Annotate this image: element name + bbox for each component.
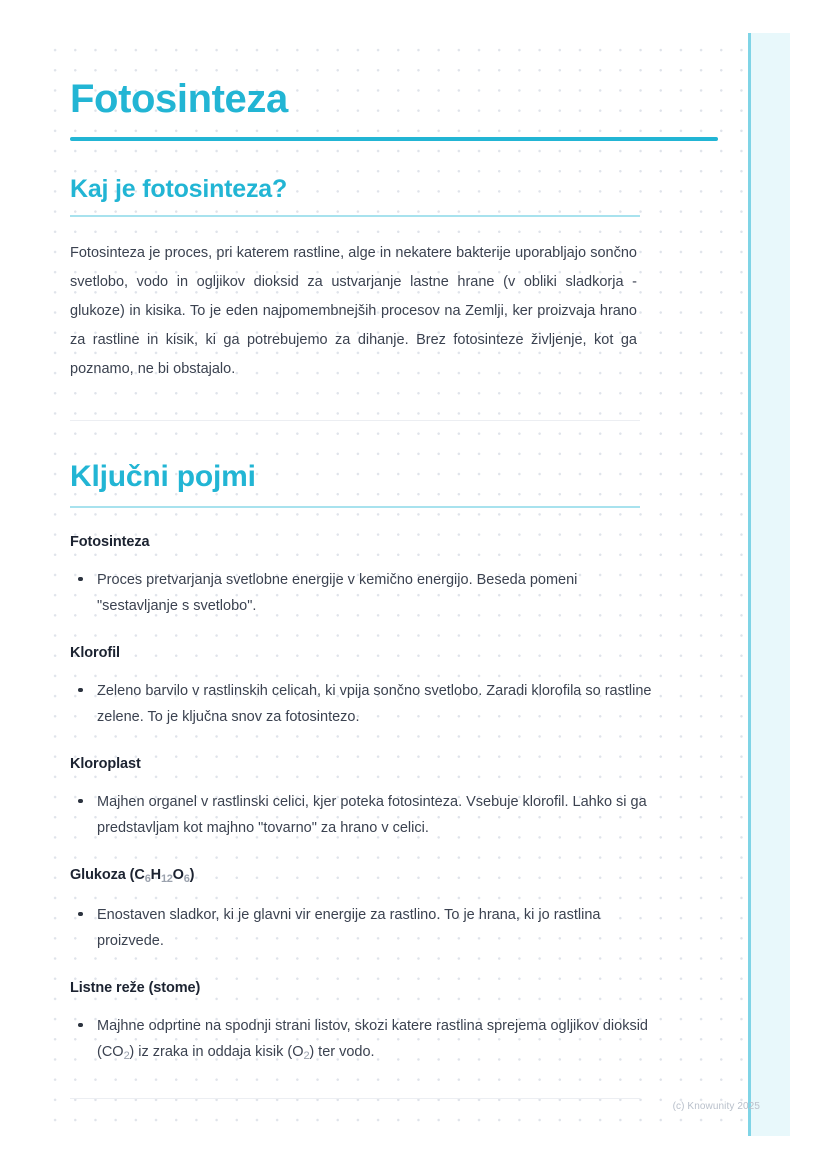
stomata-part-3: ) ter vodo. <box>309 1043 375 1060</box>
right-accent-strip <box>748 33 790 1136</box>
glucose-prefix: Glukoza (C <box>70 866 145 883</box>
term-name: Klorofil <box>70 644 120 661</box>
glucose-mid-h: H <box>150 866 161 883</box>
document-page <box>38 33 790 1136</box>
term-definition-text: Proces pretvarjanja svetlobne energije v kemično energijo. Beseda pomeni "sestavljanje s svetlobo". <box>97 571 578 614</box>
intro-paragraph: Fotosinteza je proces, pri katerem rastline, alge in nekatere bakterije uporabljajo sončno svetlobo, vodo in ogljikov dioksid za ustvarjanje lastne hrane (v obliki sladkorja - glukoze) in kisika. To je eden najpomembnejših procesov na Zemlji, ker proizvaja hrano za rastline in kisik, ki ga potrebujemo za dihanje. Brez fotosinteze življenje, kot ga poznamo, ne bi obstajalo. <box>70 244 637 377</box>
o2-subscript: 2 <box>303 1049 310 1062</box>
co2-subscript: 2 <box>123 1049 130 1062</box>
glucose-mid-o: O <box>172 866 184 883</box>
term-block <box>70 954 720 1069</box>
term-definition <box>70 661 657 730</box>
term-name: Listne reže (stome) <box>70 979 201 996</box>
term-definition <box>70 550 657 619</box>
bullet-dot-icon <box>78 688 83 693</box>
glucose-sub-12: 12 <box>160 872 173 885</box>
term-definition <box>70 996 657 1069</box>
key-terms-list <box>70 508 720 1069</box>
footer-divider <box>70 1098 640 1099</box>
section-heading-key-terms: Ključni pojmi <box>70 459 256 493</box>
bullet-dot-icon <box>78 912 83 917</box>
stomata-definition-text <box>97 1018 648 1060</box>
glucose-sub-6b: 6 <box>183 872 190 885</box>
footer-copyright: (c) Knowunity 2025 <box>672 1101 760 1112</box>
section-heading-what-is: Kaj je fotosinteza? <box>70 174 288 203</box>
bullet-dot-icon <box>78 577 83 582</box>
document-content <box>70 33 720 1136</box>
term-definition-text: Zeleno barvilo v rastlinskih celicah, ki vpija sončno svetlobo. Zaradi klorofila so rastline zelene. To je ključna snov za fotosintezo. <box>97 682 652 725</box>
glucose-sub-6a: 6 <box>144 872 151 885</box>
term-definition <box>70 772 657 841</box>
page-title: Fotosinteza <box>70 77 288 121</box>
stomata-part-1: Majhne odprtine na spodnji strani listov, skozi katere rastlina sprejema ogljikov dioksid (CO <box>97 1017 648 1060</box>
term-name: Kloroplast <box>70 755 141 772</box>
term-name: Fotosinteza <box>70 533 150 550</box>
glucose-suffix: ) <box>189 866 195 883</box>
term-block <box>70 619 720 730</box>
term-block <box>70 508 720 619</box>
term-definition-text: Enostaven sladkor, ki je glavni vir energije za rastlino. To je hrana, ki jo rastlina proizvede. <box>97 906 601 949</box>
term-block <box>70 841 720 954</box>
term-definition <box>70 885 657 954</box>
bullet-dot-icon <box>78 799 83 804</box>
stomata-part-2: ) iz zraka in oddaja kisik (O <box>129 1043 304 1060</box>
term-name-glucose <box>70 841 720 885</box>
term-block <box>70 730 720 841</box>
bullet-dot-icon <box>78 1023 83 1028</box>
term-definition-text: Majhen organel v rastlinski celici, kjer poteka fotosinteza. Vsebuje klorofil. Lahko si ga predstavljam kot majhno "tovarno" za hrano v celici. <box>97 793 647 836</box>
